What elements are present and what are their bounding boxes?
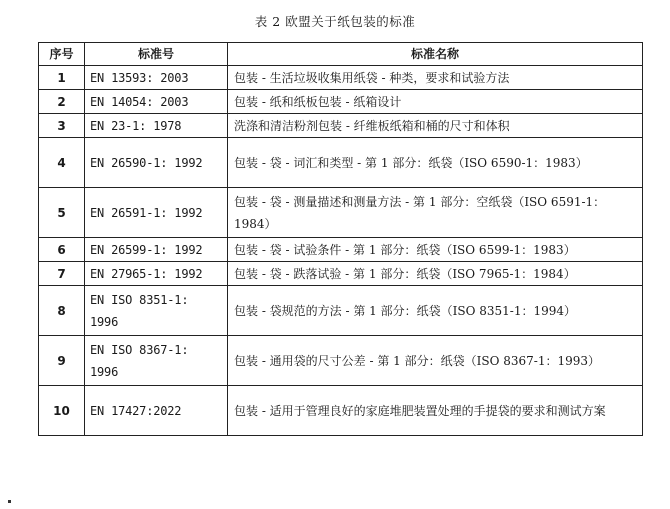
row-number: 4 bbox=[39, 138, 85, 188]
row-standard-name: 包装 - 通用袋的尺寸公差 - 第 1 部分：纸袋（ISO 8367-1：1993） bbox=[228, 336, 643, 386]
row-standard-name: 包装 - 袋 - 跌落试验 - 第 1 部分：纸袋（ISO 7965-1：1984） bbox=[228, 262, 643, 286]
row-standard-name: 包装 - 袋 - 词汇和类型 - 第 1 部分：纸袋（ISO 6590-1：1983） bbox=[228, 138, 643, 188]
row-standard-name: 包装 - 纸和纸板包装 - 纸箱设计 bbox=[228, 90, 643, 114]
header-standard-name: 标准名称 bbox=[228, 43, 643, 66]
row-number: 6 bbox=[39, 238, 85, 262]
row-standard-name: 包装 - 袋规范的方法 - 第 1 部分：纸袋（ISO 8351-1：1994） bbox=[228, 286, 643, 336]
row-standard-code: EN 26591-1: 1992 bbox=[85, 188, 228, 238]
table-header-row bbox=[39, 43, 643, 66]
row-standard-name: 包装 - 袋 - 试验条件 - 第 1 部分：纸袋（ISO 6599-1：1983） bbox=[228, 238, 643, 262]
row-standard-code: EN 27965-1: 1992 bbox=[85, 262, 228, 286]
table-caption: 表 2 欧盟关于纸包装的标准 bbox=[254, 14, 416, 29]
row-standard-code: EN 13593: 2003 bbox=[85, 66, 228, 90]
table-row bbox=[39, 336, 643, 386]
row-standard-code: EN 14054: 2003 bbox=[85, 90, 228, 114]
row-standard-name: 包装 - 生活垃圾收集用纸袋 - 种类，要求和试验方法 bbox=[228, 66, 643, 90]
row-number: 8 bbox=[39, 286, 85, 336]
row-standard-code: EN 23-1: 1978 bbox=[85, 114, 228, 138]
row-number: 9 bbox=[39, 336, 85, 386]
row-standard-code: EN ISO 8367-1: 1996 bbox=[85, 336, 228, 386]
row-standard-code: EN 26590-1: 1992 bbox=[85, 138, 228, 188]
row-standard-name: 包装 - 适用于管理良好的家庭堆肥装置处理的手提袋的要求和测试方案 bbox=[228, 386, 643, 436]
row-standard-name: 洗涤和清洁粉剂包装 - 纤维板纸箱和桶的尺寸和体积 bbox=[228, 114, 643, 138]
row-number: 1 bbox=[39, 66, 85, 90]
header-serial-number: 序号 bbox=[39, 43, 85, 66]
row-standard-code: EN 26599-1: 1992 bbox=[85, 238, 228, 262]
table-row bbox=[39, 90, 643, 114]
table-row bbox=[39, 138, 643, 188]
row-standard-name: 包装 - 袋 - 测量描述和测量方法 - 第 1 部分：空纸袋（ISO 6591-1：1984） bbox=[228, 188, 643, 238]
row-number: 2 bbox=[39, 90, 85, 114]
standards-table bbox=[38, 42, 643, 436]
row-standard-code: EN 17427:2022 bbox=[85, 386, 228, 436]
row-standard-code: EN ISO 8351-1: 1996 bbox=[85, 286, 228, 336]
row-number: 7 bbox=[39, 262, 85, 286]
table-row bbox=[39, 66, 643, 90]
table-row bbox=[39, 114, 643, 138]
row-number: 10 bbox=[39, 386, 85, 436]
row-number: 3 bbox=[39, 114, 85, 138]
table-row bbox=[39, 238, 643, 262]
header-standard-code: 标准号 bbox=[85, 43, 228, 66]
row-number: 5 bbox=[39, 188, 85, 238]
table-row bbox=[39, 286, 643, 336]
table-row bbox=[39, 262, 643, 286]
page-corner-mark bbox=[8, 500, 11, 503]
table-row bbox=[39, 188, 643, 238]
table-row bbox=[39, 386, 643, 436]
